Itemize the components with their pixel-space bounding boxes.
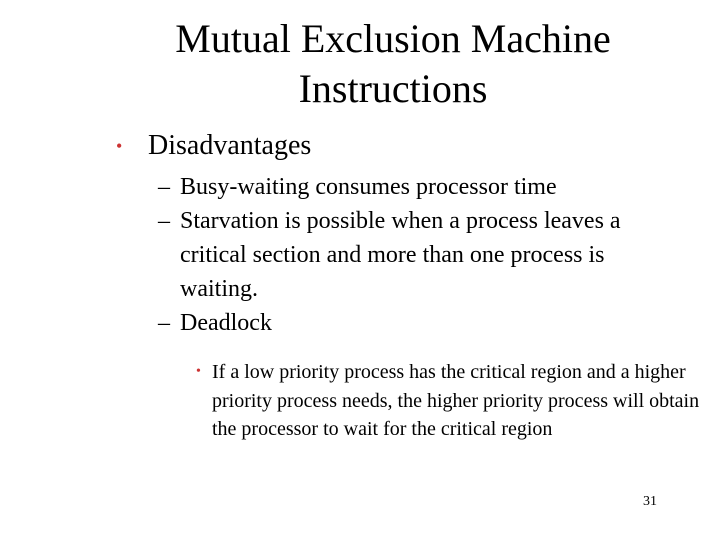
page-number: 31 — [643, 494, 657, 509]
bullet-icon: • — [196, 364, 201, 379]
sub-bullet-text: Busy-waiting consumes processor time — [180, 174, 557, 200]
dash-icon: – — [158, 310, 170, 336]
sub-bullet-text: Starvation is possible when a process leaves a critical section and more than one process is waiting. — [180, 208, 621, 302]
slide-title — [110, 14, 676, 114]
sub-bullet-text: Deadlock — [180, 310, 272, 336]
sub-sub-bullet-priority — [196, 358, 702, 444]
sub-bullet-starvation — [158, 204, 688, 306]
sub-bullet-deadlock — [158, 306, 688, 340]
bullet-icon: • — [116, 136, 123, 156]
dash-icon: – — [158, 208, 170, 234]
sub-sub-bullet-text: If a low priority process has the critical region and a higher priority process needs, the higher priority process will obtain the processor to wait for the critical region — [212, 361, 700, 440]
sub-bullet-busy-waiting — [158, 170, 688, 204]
slide-title-line-2: Instructions — [298, 66, 488, 111]
sub-bullet-list — [158, 170, 688, 340]
dash-icon: – — [158, 174, 170, 200]
bullet-text: Disadvantages — [148, 130, 312, 161]
slide-title-line-1: Mutual Exclusion Machine — [175, 16, 611, 61]
